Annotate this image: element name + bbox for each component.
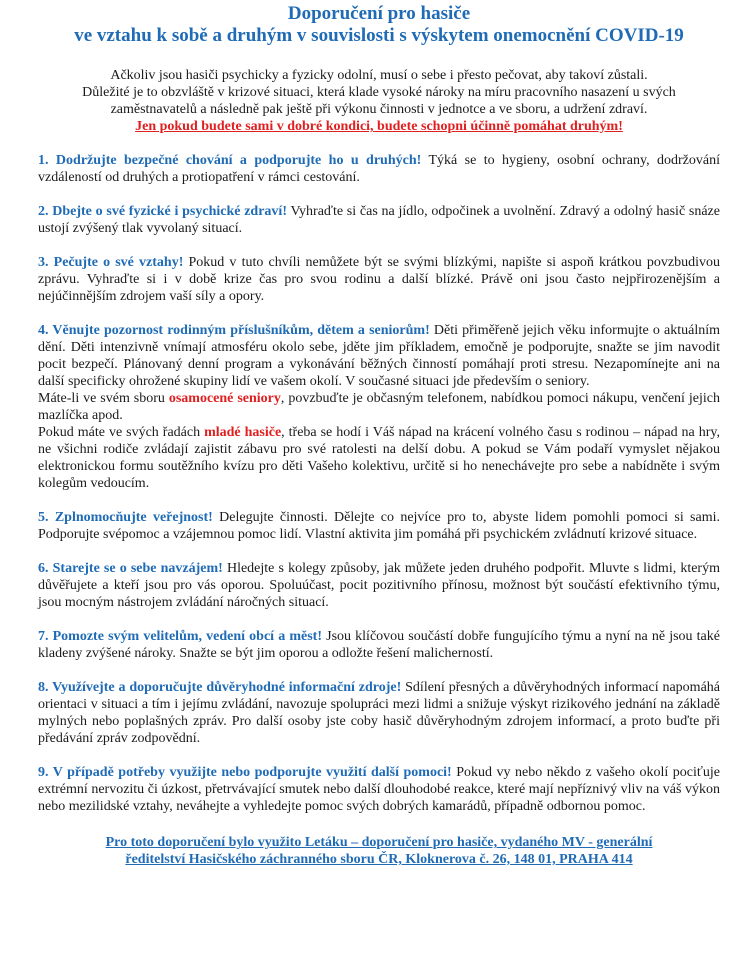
section-7 bbox=[38, 628, 720, 662]
section-text: Jsou klíčovou součástí dobře fungujícího týmu a nyní na ně jsou také kladeny zvýšené nároky. Snažte se být jim oporou a odložte řešení malicherností. bbox=[38, 629, 720, 661]
intro-paragraph bbox=[38, 67, 720, 135]
section-3 bbox=[38, 254, 720, 305]
section-heading: 3. Pečujte o své vztahy! bbox=[38, 255, 184, 270]
section-2 bbox=[38, 203, 720, 237]
section-heading: 7. Pomozte svým velitelům, vedení obcí a měst! bbox=[38, 629, 322, 644]
section-heading: 2. Dbejte o své fyzické i psychické zdraví! bbox=[38, 204, 287, 219]
section-text: Pokud máte ve svých řadách bbox=[38, 425, 205, 440]
footer-line-2: ředitelství Hasičského záchranného sboru ČR, Kloknerova č. 26, 148 01, PRAHA 414 bbox=[125, 852, 633, 867]
section-8 bbox=[38, 679, 720, 747]
section-heading: 4. Věnujte pozornost rodinným příslušníkům, dětem a seniorům! bbox=[38, 323, 430, 338]
section-5 bbox=[38, 509, 720, 543]
section-text: Pokud v tuto chvíli nemůžete být se svými blízkými, napište si aspoň krátkou povzbudivou zprávu. Vyhraďte si i v době krize čas pro svou rodinu a další blízké. Právě oni jsou často nejpřirozenějším a nejúčinnějším zdrojem vaší síly a opory. bbox=[38, 255, 720, 304]
section-text: Pokud vy nebo někdo z vašeho okolí pociťuje extrémní nervozitu či úzkost, přetrvávající smutek nebo další dlouhodobé reakce, které mají nepříznivý vliv na váš výkon nebo mezilidské vztahy, neváhejte a vyhledejte pomoc svých dobrých kamarádů, případně odbornou pomoc. bbox=[38, 765, 720, 814]
section-6 bbox=[38, 560, 720, 611]
section-text: , třeba se hodí i Váš nápad na krácení volného času s rodinou – nápad na hry, ne všichni rodiče zvládají zajistit zábavu pro své ratolesti na delší dobu. A pokud se Vám podaří vymyslet nějakou elektronickou formu soutěžního kvízu pro děti Vašeho kolektivu, určitě si ho nenechávejte pro sebe a nabídněte i svým kolegům vedoucím. bbox=[38, 425, 720, 491]
section-1 bbox=[38, 152, 720, 186]
intro-line-2: Důležité je to obzvláště v krizové situaci, která klade vysoké nároky na míru pracovního nasazení u svých zaměstnavatelů a následně pak ještě při výkonu činnosti v jednotce a ve sboru, a udržení zdraví. bbox=[82, 85, 676, 117]
section-text: Máte-li ve svém sboru bbox=[38, 391, 169, 406]
section-text: Týká se to hygieny, osobní ochrany, dodržování vzdáleností od druhých a protiopatření v rámci cestování. bbox=[38, 153, 720, 185]
footer-line-1: Pro toto doporučení bylo využito Letáku – doporučení pro hasiče, vydaného MV - generální bbox=[105, 835, 653, 850]
section-text: Delegujte činnosti. Dělejte co nejvíce pro to, abyste lidem pomohli pomoci si sami. Podporujte svépomoc a vzájemnou pomoc lidí. Vlastní aktivita jim pomáhá při psychickém zvládnutí krizové situace. bbox=[38, 510, 721, 542]
highlight-seniors: osamocené seniory bbox=[168, 391, 281, 406]
title-line-1: Doporučení pro hasiče bbox=[287, 3, 471, 24]
intro-alert: Jen pokud budete sami v dobré kondici, budete schopni účinně pomáhat druhým! bbox=[135, 119, 623, 134]
source-footer bbox=[38, 834, 720, 868]
section-heading: 6. Starejte se o sebe navzájem! bbox=[38, 561, 223, 576]
section-text: Děti přiměřeně jejich věku informujte o aktuálním dění. Děti intenzivně vnímají atmosféru okolo sebe, jděte jim příkladem, emočně je podporujte, snažte se jim navodit pocit bezpečí. Plánovaný denní program a vykonávání běžných činností pomáhají proti stresu. Nezapomínejte ani na další specificky ohrožené skupiny lidí ve vašem okolí. V současné situaci jde především o seniory. bbox=[38, 323, 720, 389]
section-heading: 5. Zplnomocňujte veřejnost! bbox=[38, 510, 213, 525]
section-text: Vyhraďte si čas na jídlo, odpočinek a uvolnění. Zdravý a odolný hasič snáze ustojí zvýšený tlak vyvolaný situací. bbox=[38, 204, 720, 236]
document-title bbox=[38, 0, 720, 47]
section-text: , povzbuďte je občasným telefonem, nabídkou pomoci nákupu, venčení jejich mazlíčka apod. bbox=[38, 391, 720, 423]
highlight-young-firefighters: mladé hasiče bbox=[204, 425, 282, 440]
section-text: Hledejte s kolegy způsoby, jak můžete jeden druhého podpořit. Mluvte s lidmi, kterým důvěřujete a kteří jsou pro vás oporou. Spoluúčast, pocit pozitivního přínosu, možnost být součástí efektivního týmu, jsou mocným nástrojem zvládání náročných situací. bbox=[38, 561, 720, 610]
section-heading: 8. Využívejte a doporučujte důvěryhodné informační zdroje! bbox=[38, 680, 402, 695]
title-line-2: ve vztahu k sobě a druhým v souvislosti s výskytem onemocnění COVID-19 bbox=[74, 25, 684, 46]
section-text: Sdílení přesných a důvěryhodných informací napomáhá orientaci v situaci a tím i jejímu zvládání, navozuje spolupráci mezi lidmi a snižuje výskyt rizikového jednání na základě mylných nebo poplašných zpráv. Pro další osoby jste coby hasič důvěryhodným zdrojem informací, a proto buďte při předávání zpráv zodpovědní. bbox=[38, 680, 720, 746]
section-heading: 1. Dodržujte bezpečné chování a podporujte ho u druhých! bbox=[38, 153, 422, 168]
section-heading: 9. V případě potřeby využijte nebo podporujte využití další pomoci! bbox=[38, 765, 452, 780]
section-9 bbox=[38, 764, 720, 815]
intro-line-1: Ačkoliv jsou hasiči psychicky a fyzicky odolní, musí o sebe i přesto pečovat, aby takoví zůstali. bbox=[110, 68, 648, 83]
section-4 bbox=[38, 322, 720, 492]
